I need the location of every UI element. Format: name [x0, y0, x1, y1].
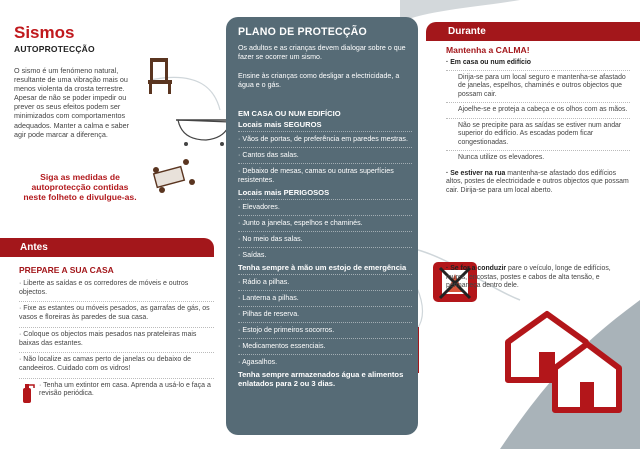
- header-block: [14, 24, 216, 54]
- list-item: Nunca utilize os elevadores.: [446, 150, 630, 166]
- street-text: mantenha-se afastado dos edifícios altos, postes de electricidade e outros objectos que possam cair. Dirija-se para um local aberto.: [446, 169, 629, 194]
- fire-extinguisher-icon: [19, 382, 35, 404]
- section-header-antes: Antes: [0, 238, 214, 257]
- intro-paragraph: O sismo é um fenómeno natural, resultante de uma vibração mais ou menos violenta da crosta terrestre. Apesar de não se poder impedir ou prever os seus efeitos podem ser minimizados com comportamentos adequados. Manter a calma e saber agir pode marcar a diferença.: [14, 66, 130, 139]
- list-item: · Agasalhos.: [238, 354, 412, 370]
- danger-heading: Locais mais PERIGOSOS: [238, 188, 330, 197]
- list-item: Ajoelhe-se e proteja a cabeça e os olhos com as mãos.: [446, 102, 630, 118]
- durante-list: [446, 59, 630, 291]
- extinguisher-text: · Tenha um extintor em casa. Aprenda a usá-lo e faça a revisão periódica.: [39, 381, 211, 398]
- street-label: · Se estiver na rua: [446, 169, 506, 177]
- panel-title: PLANO DE PROTECÇÃO: [238, 26, 367, 38]
- antes-list: [19, 280, 214, 404]
- list-item: · Liberte as saídas e os corredores de móveis e outros objectos.: [19, 280, 189, 296]
- list-item: · Elevadores.: [238, 199, 412, 215]
- list-item: · Fixe as estantes ou móveis pesados, as garrafas de gás, os vasos e floreiras às paredes de sua casa.: [19, 305, 210, 322]
- extinguisher-item: [19, 382, 214, 404]
- list-item: · Junto a janelas, espelhos e chaminés.: [238, 215, 412, 231]
- bathtub-icon: [176, 120, 232, 146]
- protection-plan-panel: [226, 17, 418, 435]
- list-item: · Cantos das salas.: [238, 147, 412, 163]
- list-item: · Vãos de portas, de preferência em paredes mestras.: [238, 131, 412, 147]
- list-item: · Debaixo de mesas, camas ou outras superfícies resistentes.: [238, 163, 412, 188]
- panel-body: [238, 109, 412, 390]
- list-item: · Lanterna a pilhas.: [238, 290, 412, 306]
- list-item: · Coloque os objectos mais pesados nas prateleiras mais baixas das estantes.: [19, 330, 197, 347]
- page-subtitle: AUTOPROTECÇÃO: [14, 44, 95, 54]
- kit-heading: Tenha sempre à mão um estojo de emergência: [238, 263, 407, 272]
- panel-intro-2: Ensine às crianças como desligar a electricidade, a água e o gás.: [238, 72, 400, 89]
- divider: [19, 327, 214, 328]
- list-item: · Rádio a pilhas.: [238, 274, 412, 290]
- divider: [19, 301, 214, 302]
- calm-heading: Mantenha a CALMA!: [446, 45, 530, 55]
- drive-label: · Se for a conduzir: [446, 265, 507, 272]
- panel-intro-1: Os adultos e as crianças devem dialogar sobre o que fazer se ocorrer um sismo.: [238, 44, 406, 61]
- callout-text: Siga as medidas de autoprotecção contidas neste folheto e divulgue-as.: [23, 172, 137, 202]
- divider: [19, 378, 214, 379]
- list-item: · Pilhas de reserva.: [238, 306, 412, 322]
- section-header-durante: Durante: [426, 22, 640, 41]
- divider: [19, 352, 214, 353]
- chair-icon: [148, 58, 172, 94]
- list-item: · No meio das salas.: [238, 231, 412, 247]
- list-item: · Medicamentos essenciais.: [238, 338, 412, 354]
- drive-text: pare o veículo, longe de edifícios, muros, encostas, postes e cabos de alta tensão, e permaneça dentro dele.: [446, 265, 611, 289]
- grey-wave-top: [400, 0, 520, 22]
- list-item: Dirija-se para um local seguro e mantenha-se afastado de janelas, espelhos, chaminés e outros objectos que possam cair.: [446, 70, 630, 103]
- drive-paragraph: [446, 265, 618, 291]
- prepare-heading: PREPARE A SUA CASA: [19, 265, 114, 275]
- list-item: · Não localize as camas perto de janelas ou debaixo de candeeiros. Cuidado com os vidros!: [19, 356, 191, 372]
- safe-heading: Locais mais SEGUROS: [238, 120, 322, 129]
- home-heading: EM CASA OU NUM EDIFÍCIO: [238, 109, 341, 118]
- home-heading: · Em casa ou num edifício: [446, 59, 532, 66]
- bed-icon: [153, 159, 195, 193]
- list-item: · Saídas.: [238, 247, 412, 263]
- list-item: Não se precipite para as saídas se estiver num andar superior do edifício. As escadas podem ficar congestionadas.: [446, 118, 630, 151]
- street-paragraph: [446, 170, 630, 196]
- list-item: · Estojo de primeiros socorros.: [238, 322, 412, 338]
- page-title: Sismos: [14, 23, 75, 42]
- panel-footer: Tenha sempre armazenados água e alimentos enlatados para 2 ou 3 dias.: [238, 370, 404, 388]
